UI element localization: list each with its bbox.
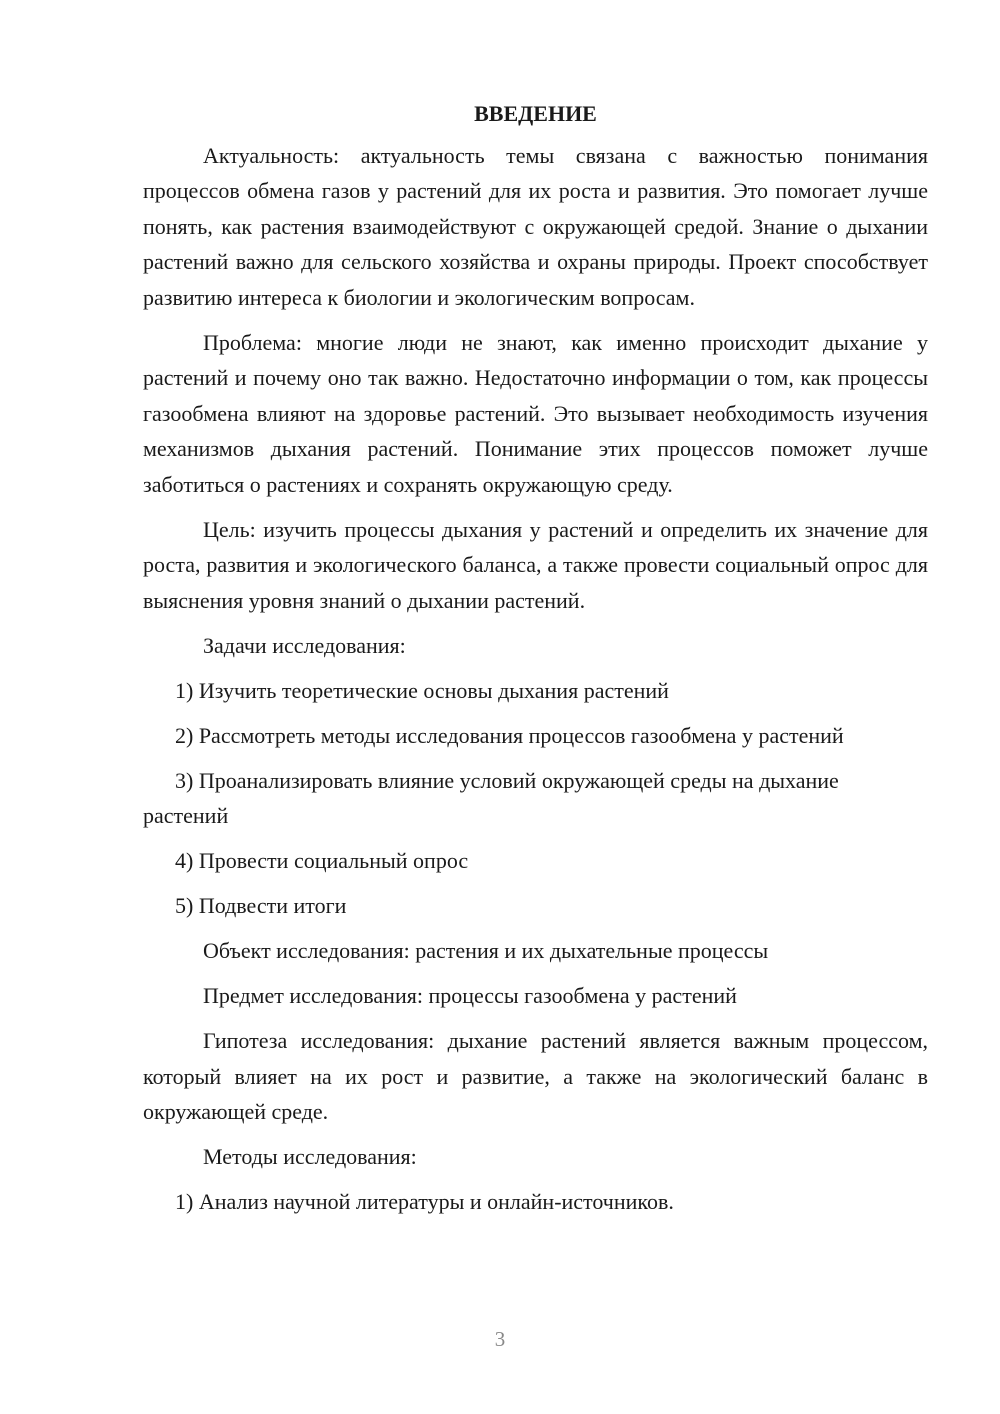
problem-paragraph: Проблема: многие люди не знают, как именно происходит дыхание у растений и почему оно так важно. Недостаточно информации о том, как процессы газообмена влияют на здоровье растений. Это вызывает необходимость изучения механизмов дыхания растений. Понимание этих процессов поможет лучше заботиться о растениях и сохранять окружающую среду. [143,329,928,497]
goal-paragraph: Цель: изучить процессы дыхания у растений и определить их значение для роста, развития и экологического баланса, а также провести социальный опрос для выяснения уровня знаний о дыхании растений. [143,516,928,613]
task-item: 5) Подвести итоги [175,893,347,918]
subject-paragraph: Предмет исследования: процессы газообмена у растений [203,983,737,1008]
task-item: 2) Рассмотреть методы исследования процессов газообмена у растений [175,722,844,748]
methods-list [143,1184,928,1220]
hypothesis-paragraph: Гипотеза исследования: дыхание растений является важным процессом, который влияет на их рост и развитие, а также на экологический баланс в окружающей среде. [143,1028,928,1124]
section-title: ВВЕДЕНИЕ [474,101,597,126]
task-item: 3) Проанализировать влияние условий окружающей среды на дыхание растений [143,767,839,828]
document-page [143,96,928,1229]
methods-heading: Методы исследования: [203,1144,417,1169]
method-item: 1) Анализ научной литературы и онлайн-источников. [175,1189,674,1214]
tasks-list [143,673,928,924]
relevance-paragraph: Актуальность: актуальность темы связана с важностью понимания процессов обмена газов у растений для их роста и развития. Это помогает лучше понять, как растения взаимодействуют с окружающей средой. Знание о дыхании растений важно для сельского хозяйства и охраны природы. Проект способствует развитию интереса к биологии и экологическим вопросам. [143,142,928,310]
object-paragraph: Объект исследования: растения и их дыхательные процессы [203,938,769,963]
task-item: 4) Провести социальный опрос [175,848,469,873]
task-item: 1) Изучить теоретические основы дыхания растений [175,677,669,703]
tasks-heading: Задачи исследования: [203,632,406,658]
page-number: 3 [494,1327,506,1351]
